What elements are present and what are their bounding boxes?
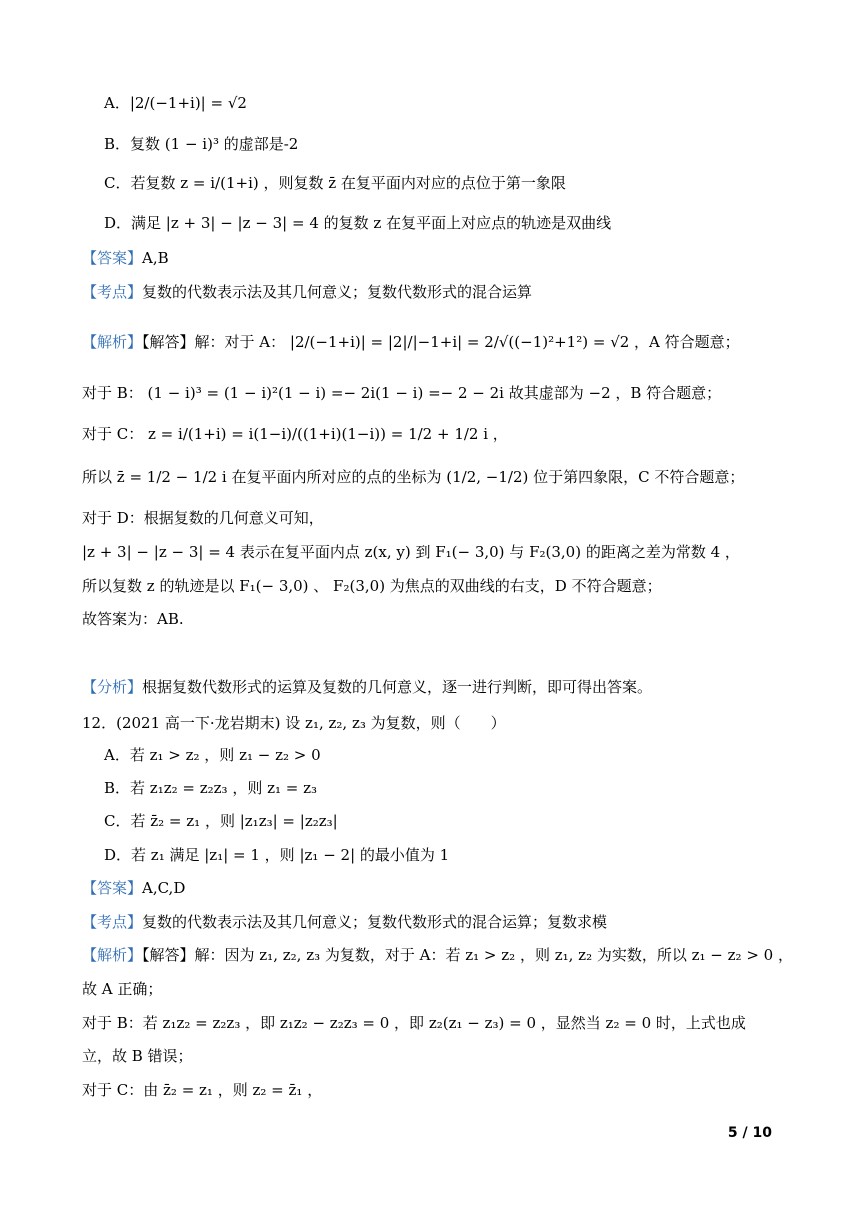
question-12: 12．(2021 高一下·龙岩期末) 设 z₁, z₂, z₃ 为复数，则（ ） <box>82 714 506 732</box>
answer-1 <box>82 247 820 269</box>
solution-line-d2: |z + 3| − |z − 3| = 4 表示在复平面内点 z(x, y) 到 F₁(− 3,0) 与 F₂(3,0) 的距离之差为常数 4 ， <box>82 543 740 561</box>
fenxi-text: 根据复数代数形式的运算及复数的几何意义，逐一进行判断，即可得出答案。 <box>142 678 653 696</box>
solution2-line-c: 对于 C：由 z̄₂ = z₁ ，则 z₂ = z̄₁ ， <box>82 1081 323 1099</box>
option-a-1: A．|2/(−1+i)| = √2 <box>104 94 247 112</box>
option-c-1: C．若复数 z = i/(1+i) ，则复数 z̄ 在复平面内对应的点位于第一象限 <box>104 174 566 192</box>
solution-line-d3: 所以复数 z 的轨迹是以 F₁(− 3,0) 、 F₂(3,0) 为焦点的双曲线的右支，D 不符合题意； <box>82 577 662 595</box>
analysis-2 <box>82 944 820 966</box>
point-tag: 【考点】 <box>82 283 143 301</box>
answer-tag-2: 【答案】 <box>82 879 143 897</box>
solution2-line-a2: 故 A 正确； <box>82 980 163 998</box>
analysis-1 <box>82 331 820 353</box>
analysis-text-2: 【解答】解：因为 z₁, z₂, z₃ 为复数，对于 A：若 z₁ > z₂ ，则 z₁, z₂ 为实数，所以 z₁ − z₂ > 0 ， <box>142 946 793 964</box>
point-2 <box>82 911 820 933</box>
point-tag-2: 【考点】 <box>82 913 143 931</box>
solution-line-d: 对于 D：根据复数的几何意义可知， <box>82 509 324 527</box>
solution-line-b: 对于 B： (1 − i)³ = (1 − i)²(1 − i) =− 2i(1 − i) =− 2 − 2i 故其虚部为 −2 ，B 符合题意； <box>82 384 722 402</box>
answer-text: A,B <box>142 249 169 267</box>
option-b-2: B．若 z₁z₂ = z₂z₃ ，则 z₁ = z₃ <box>104 779 318 797</box>
solution-conclusion: 故答案为：AB. <box>82 610 184 628</box>
analysis-text: 【解答】解：对于 A： |2/(−1+i)| = |2|/|−1+i| = 2/√((−1)²+1²) = √2 ，A 符合题意； <box>142 333 740 351</box>
page-number: 5 / 10 <box>727 1125 772 1141</box>
option-c-2: C．若 z̄₂ = z₁ ，则 |z₁z₃| = |z₂z₃| <box>104 812 338 830</box>
point-text: 复数的代数表示法及其几何意义；复数代数形式的混合运算 <box>142 283 533 301</box>
point-text-2: 复数的代数表示法及其几何意义；复数代数形式的混合运算；复数求模 <box>142 913 608 931</box>
solution2-line-b2: 立，故 B 错误； <box>82 1047 193 1065</box>
option-b-1: B．复数 (1 − i)³ 的虚部是-2 <box>104 135 299 153</box>
answer-text-2: A,C,D <box>142 879 186 897</box>
option-a-2: A．若 z₁ > z₂ ，则 z₁ − z₂ > 0 <box>104 746 321 764</box>
analysis-tag-2: 【解析】 <box>82 946 143 964</box>
option-d-1: D．满足 |z + 3| − |z − 3| = 4 的复数 z 在复平面上对应点的轨迹是双曲线 <box>104 214 612 232</box>
analysis-tag: 【解析】 <box>82 333 143 351</box>
answer-2 <box>82 877 820 899</box>
solution-line-c2: 所以 z̄ = 1/2 − 1/2 i 在复平面内所对应的点的坐标为 (1/2, −1/2) 位于第四象限，C 不符合题意； <box>82 468 745 486</box>
solution2-line-b: 对于 B：若 z₁z₂ = z₂z₃ ，即 z₁z₂ − z₂z₃ = 0 ，即 z₂(z₁ − z₃) = 0 ，显然当 z₂ = 0 时，上式也成 <box>82 1014 746 1032</box>
point-1 <box>82 281 820 303</box>
fenxi-tag: 【分析】 <box>82 678 143 696</box>
option-d-2: D．若 z₁ 满足 |z₁| = 1 ，则 |z₁ − 2| 的最小值为 1 <box>104 846 450 864</box>
answer-tag: 【答案】 <box>82 249 143 267</box>
solution-line-c: 对于 C： z = i/(1+i) = i(1−i)/((1+i)(1−i)) = 1/2 + 1/2 i ， <box>82 425 508 443</box>
fenxi-1 <box>82 676 820 698</box>
